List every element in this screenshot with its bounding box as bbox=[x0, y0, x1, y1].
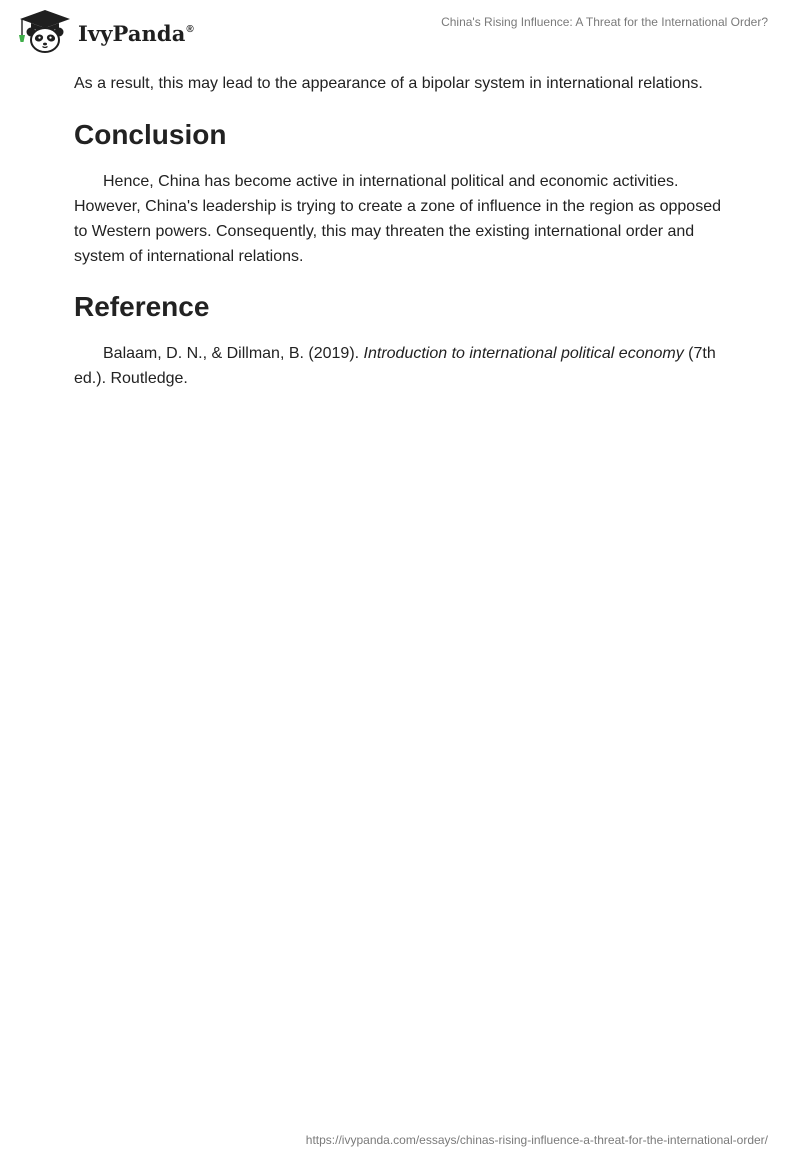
source-url[interactable]: https://ivypanda.com/essays/chinas-rising-influence-a-threat-for-the-international-order/ bbox=[305, 1133, 768, 1147]
reference-book-title: Introduction to international political economy bbox=[363, 345, 684, 362]
conclusion-paragraph: Hence, China has become active in international political and economic activities. However, China's leadership is trying to create a zone of influence in the region as opposed to Western powers. Consequently, this may threaten the existing international order and system of international relations. bbox=[74, 173, 721, 265]
essay-content bbox=[74, 71, 726, 391]
document-title: China's Rising Influence: A Threat for the International Order? bbox=[441, 15, 768, 29]
intro-paragraph: As a result, this may lead to the appearance of a bipolar system in international relations. bbox=[74, 75, 703, 92]
logo-name: IvyPanda bbox=[78, 20, 186, 46]
reference-entry bbox=[74, 341, 726, 391]
panda-graduation-cap-icon bbox=[14, 8, 76, 54]
registered-mark: ® bbox=[186, 23, 194, 35]
ivypanda-logo[interactable] bbox=[14, 8, 194, 54]
reference-heading: Reference bbox=[74, 291, 210, 322]
page-header bbox=[0, 0, 800, 64]
reference-authors-year: Balaam, D. N., & Dillman, B. (2019). bbox=[103, 345, 364, 362]
logo-wordmark bbox=[78, 21, 194, 46]
conclusion-heading: Conclusion bbox=[74, 119, 227, 150]
reference-edition-publisher: (7th ed.). Routledge. bbox=[74, 345, 716, 387]
